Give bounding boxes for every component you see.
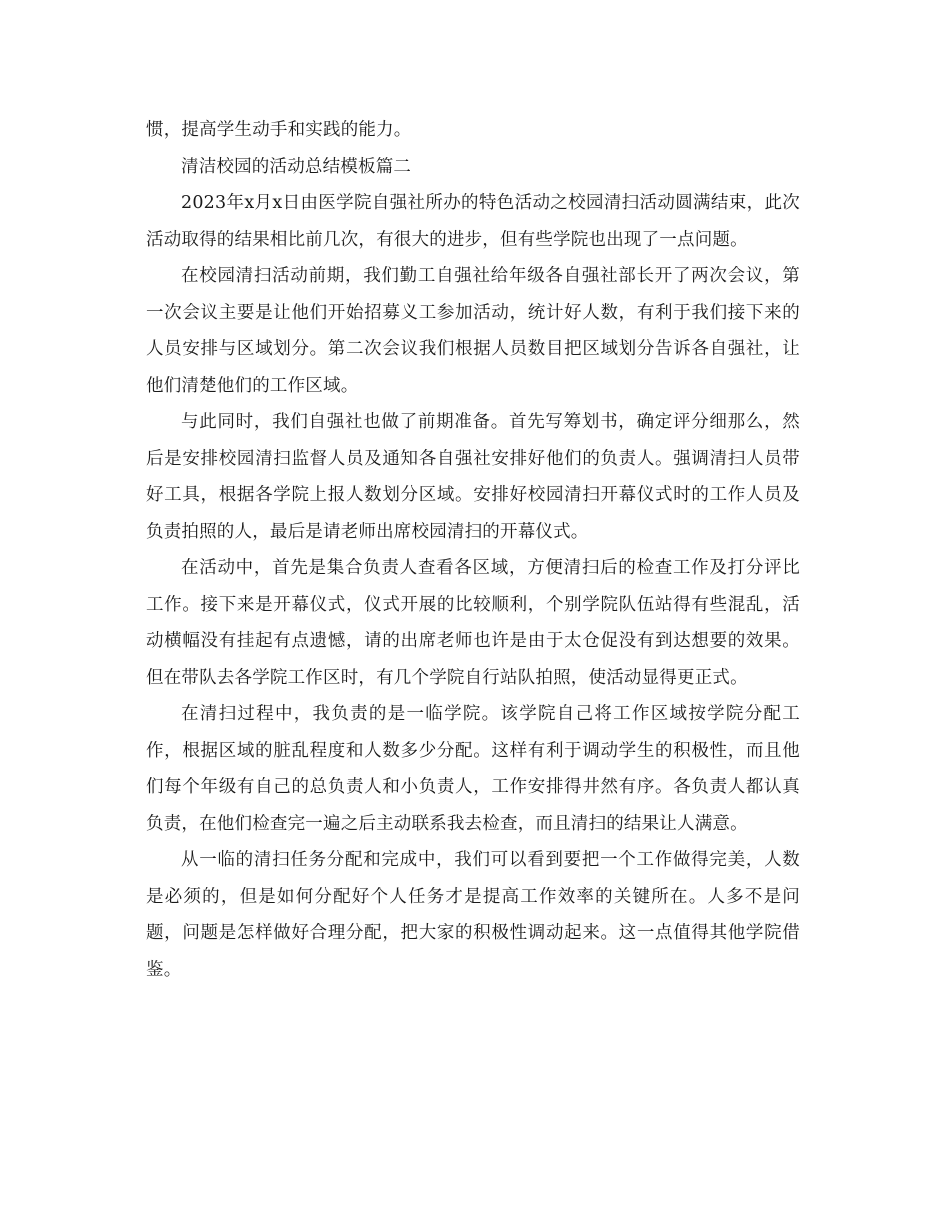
paragraph: 与此同时，我们自强社也做了前期准备。首先写筹划书，确定评分细那么，然后是安排校园清扫监督人员及通知各自强社安排好他们的负责人。强调清扫人员带好工具，根据各学院上报人数划分区域。安排好校园清扫开幕仪式时的工作人员及负责拍照的人，最后是请老师出席校园清扫的开幕仪式。 xyxy=(146,412,800,542)
paragraph: 在清扫过程中，我负责的是一临学院。该学院自己将工作区域按学院分配工作，根据区域的脏乱程度和人数多少分配。这样有利于调动学生的积极性，而且他们每个年级有自己的总负责人和小负责人，工作安排得井然有序。各负责人都认真负责，在他们检查完一遍之后主动联系我去检查，而且清扫的结果让人满意。 xyxy=(146,704,800,834)
paragraph: 在校园清扫活动前期，我们勤工自强社给年级各自强社部长开了两次会议，第一次会议主要是让他们开始招募义工参加活动，统计好人数，有利于我们接下来的人员安排与区域划分。第二次会议我们根据人员数目把区域划分告诉各自强社，让他们清楚他们的工作区域。 xyxy=(146,266,800,396)
paragraph: 2023年x月x日由医学院自强社所办的特色活动之校园清扫活动圆满结束，此次活动取得的结果相比前几次，有很大的进步，但有些学院也出现了一点问题。 xyxy=(146,193,800,250)
paragraph: 在活动中，首先是集合负责人查看各区域，方便清扫后的检查工作及打分评比工作。接下来是开幕仪式，仪式开展的比较顺利，个别学院队伍站得有些混乱，活动横幅没有挂起有点遗憾，请的出席老师也许是由于太仓促没有到达想要的效果。但在带队去各学院工作区时，有几个学院自行站队拍照，使活动显得更正式。 xyxy=(146,558,800,688)
paragraph-continuation: 惯，提高学生动手和实践的能力。 xyxy=(146,120,412,140)
document-body xyxy=(146,112,800,988)
paragraph: 从一临的清扫任务分配和完成中，我们可以看到要把一个工作做得完美，人数是必须的，但是如何分配好个人任务才是提高工作效率的关键所在。人多不是问题，问题是怎样做好合理分配，把大家的积极性调动起来。这一点值得其他学院借鉴。 xyxy=(146,850,800,980)
section-heading: 清洁校园的活动总结模板篇二 xyxy=(181,156,412,177)
